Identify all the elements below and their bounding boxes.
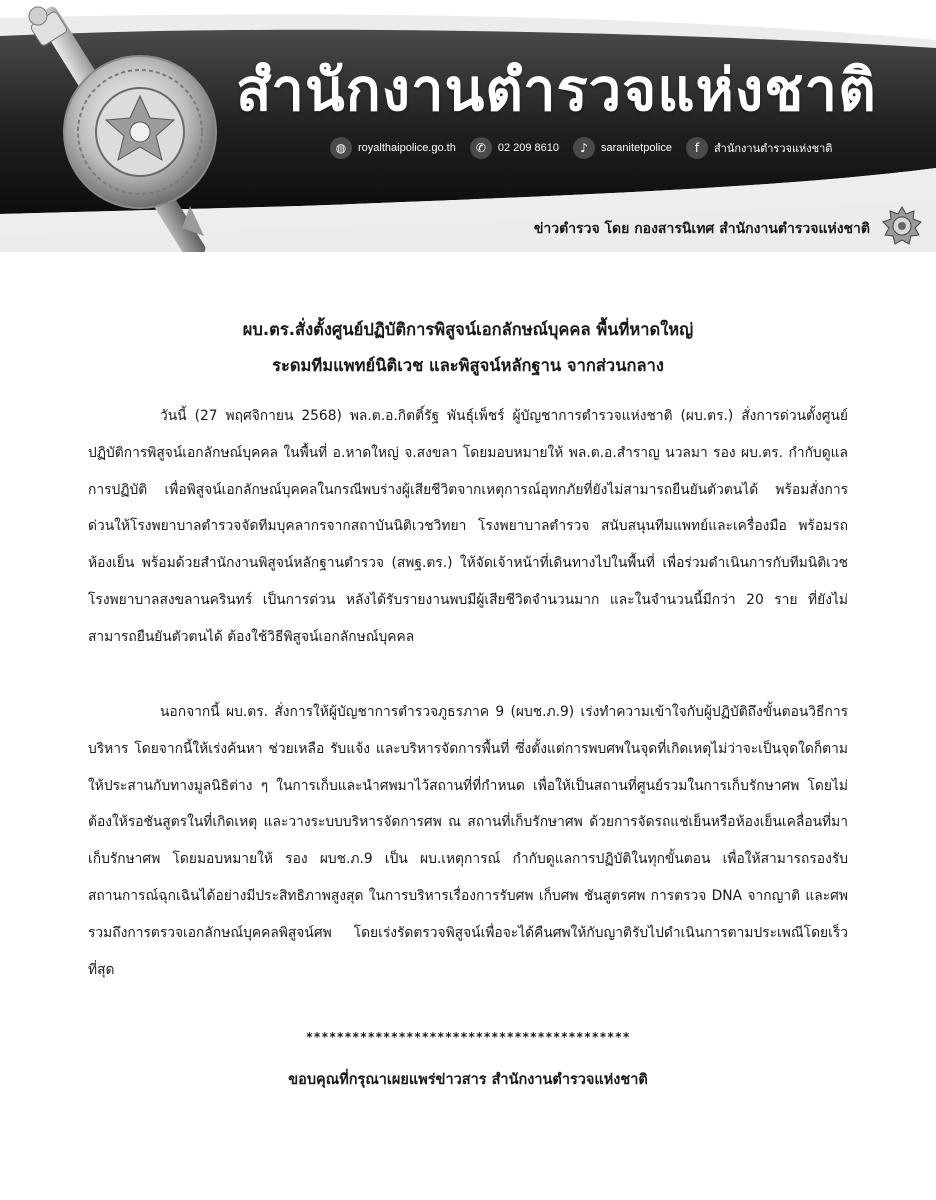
byline: ข่าวตำรวจ โดย กองสารนิเทศ สำนักงานตำรวจแห่งชาติ — [533, 221, 870, 237]
header-banner — [0, 0, 936, 252]
contact-facebook-text: สำนักงานตำรวจแห่งชาติ — [713, 143, 833, 155]
org-title: สำนักงานตำรวจแห่งชาติ — [236, 56, 877, 124]
contact-phone[interactable] — [470, 137, 559, 159]
phone-icon: ✆ — [470, 137, 492, 159]
closing-thanks: ขอบคุณที่กรุณาเผยแพร่ข่าวสาร สำนักงานตำรวจแห่งชาติ — [288, 1072, 648, 1088]
police-seal-emblem — [64, 56, 216, 208]
contact-website-text: royalthaipolice.go.th — [358, 142, 456, 154]
facebook-icon: f — [686, 137, 708, 159]
paragraph-2: นอกจากนี้ ผบ.ตร. สั่งการให้ผู้บัญชาการตำรวจภูธรภาค 9 (ผบช.ภ.9) เร่งทำความเข้าใจกับผู้ปฏิบัติถึงขั้นตอนวิธีการบริหาร โดยจากนี้ให้เร่งค้นหา ช่วยเหลือ รับแจ้ง และบริหารจัดการพื้นที่ ซึ่งตั้งแต่การพบศพในจุดที่เกิดเหตุไม่ว่าจะเป็นจุดใดก็ตาม ให้ประสานกับทางมูลนิธิต่าง ๆ ในการเก็บและนำศพมาไว้สถานที่ที่กำหนด เพื่อให้เป็นสถานที่ศูนย์รวมในการเก็บรักษาศพ โดยไม่ต้องให้รอชันสูตรในที่เกิดเหตุ และวางระบบบริหารจัดการศพ ณ สถานที่เก็บรักษาศพ ด้วยการจัดรถแช่เย็นหรือห้องเย็นเคลื่อนที่มาเก็บรักษาศพ โดยมอบหมายให้ รอง ผบช.ภ.9 เป็น ผบ.เหตุการณ์ กำกับดูแลการปฏิบัติในทุกขั้นตอน เพื่อให้สามารถรองรับสถานการณ์ฉุกเฉินได้อย่างมีประสิทธิภาพสูงสุด ในการบริหารเรื่องการรับศพ เก็บศพ ชันสูตรศพ การตรวจ DNA จากญาติ และศพ รวมถึงการตรวจเอกลักษณ์บุคคลพิสูจน์ศพ โดยเร่งรัดตรวจพิสูจน์เพื่อจะได้คืนศพให้กับญาติรับไปดำเนินการตามประเพณีโดยเร็วที่สุด — [88, 704, 848, 978]
contact-website[interactable] — [330, 137, 456, 159]
headline — [0, 312, 936, 384]
headline-line-2: ระดมทีมแพทย์นิติเวช และพิสูจน์หลักฐาน จากส่วนกลาง — [272, 356, 664, 375]
headline-line-1: ผบ.ตร.สั่งตั้งศูนย์ปฏิบัติการพิสูจน์เอกลักษณ์บุคคล พื้นที่หาดใหญ่ — [242, 320, 694, 339]
police-badge-icon — [882, 206, 922, 246]
contact-facebook[interactable] — [686, 137, 833, 159]
paragraph-1: วันนี้ (27 พฤศจิกายน 2568) พล.ต.อ.กิตติ์รัฐ พันธุ์เพ็ชร์ ผู้บัญชาการตำรวจแห่งชาติ (ผบ.ตร.) สั่งการด่วนตั้งศูนย์ปฏิบัติการพิสูจน์เอกลักษณ์บุคคล ในพื้นที่ อ.หาดใหญ่ จ.สงขลา โดยมอบหมายให้ พล.ต.อ.สำราญ นวลมา รอง ผบ.ตร. กำกับดูแลการปฏิบัติ เพื่อพิสูจน์เอกลักษณ์บุคคลในกรณีพบร่างผู้เสียชีวิตจากเหตุการณ์อุทกภัยที่ยังไม่สามารถยืนยันตัวตนได้ พร้อมสั่งการด่วนให้โรงพยาบาลตำรวจจัดทีมบุคลากรจากสถาบันนิติเวชวิทยา โรงพยาบาลตำรวจ สนับสนุนทีมแพทย์และเครื่องมือ พร้อมรถห้องเย็น พร้อมด้วยสำนักงานพิสูจน์หลักฐานตำรวจ (สพฐ.ตร.) ให้จัดเจ้าหน้าที่เดินทางไปในพื้นที่ เพื่อร่วมดำเนินการกับทีมนิติเวช โรงพยาบาลสงขลานครินทร์ เป็นการด่วน หลังได้รับรายงานพบมีผู้เสียชีวิตจำนวนมาก และในจำนวนนี้มีกว่า 20 ราย ที่ยังไม่สามารถยืนยันตัวตนได้ ต้องใช้วิธีพิสูจน์เอกลักษณ์บุคคล — [88, 408, 848, 645]
separator-line: ****************************************** — [305, 1030, 631, 1044]
globe-icon: ◍ — [330, 137, 352, 159]
tiktok-icon: ♪ — [573, 137, 595, 159]
contact-tiktok-text: saranitetpolice — [601, 142, 672, 154]
contact-tiktok[interactable] — [573, 137, 672, 159]
contact-row — [330, 136, 832, 160]
contact-phone-text: 02 209 8610 — [497, 142, 560, 154]
